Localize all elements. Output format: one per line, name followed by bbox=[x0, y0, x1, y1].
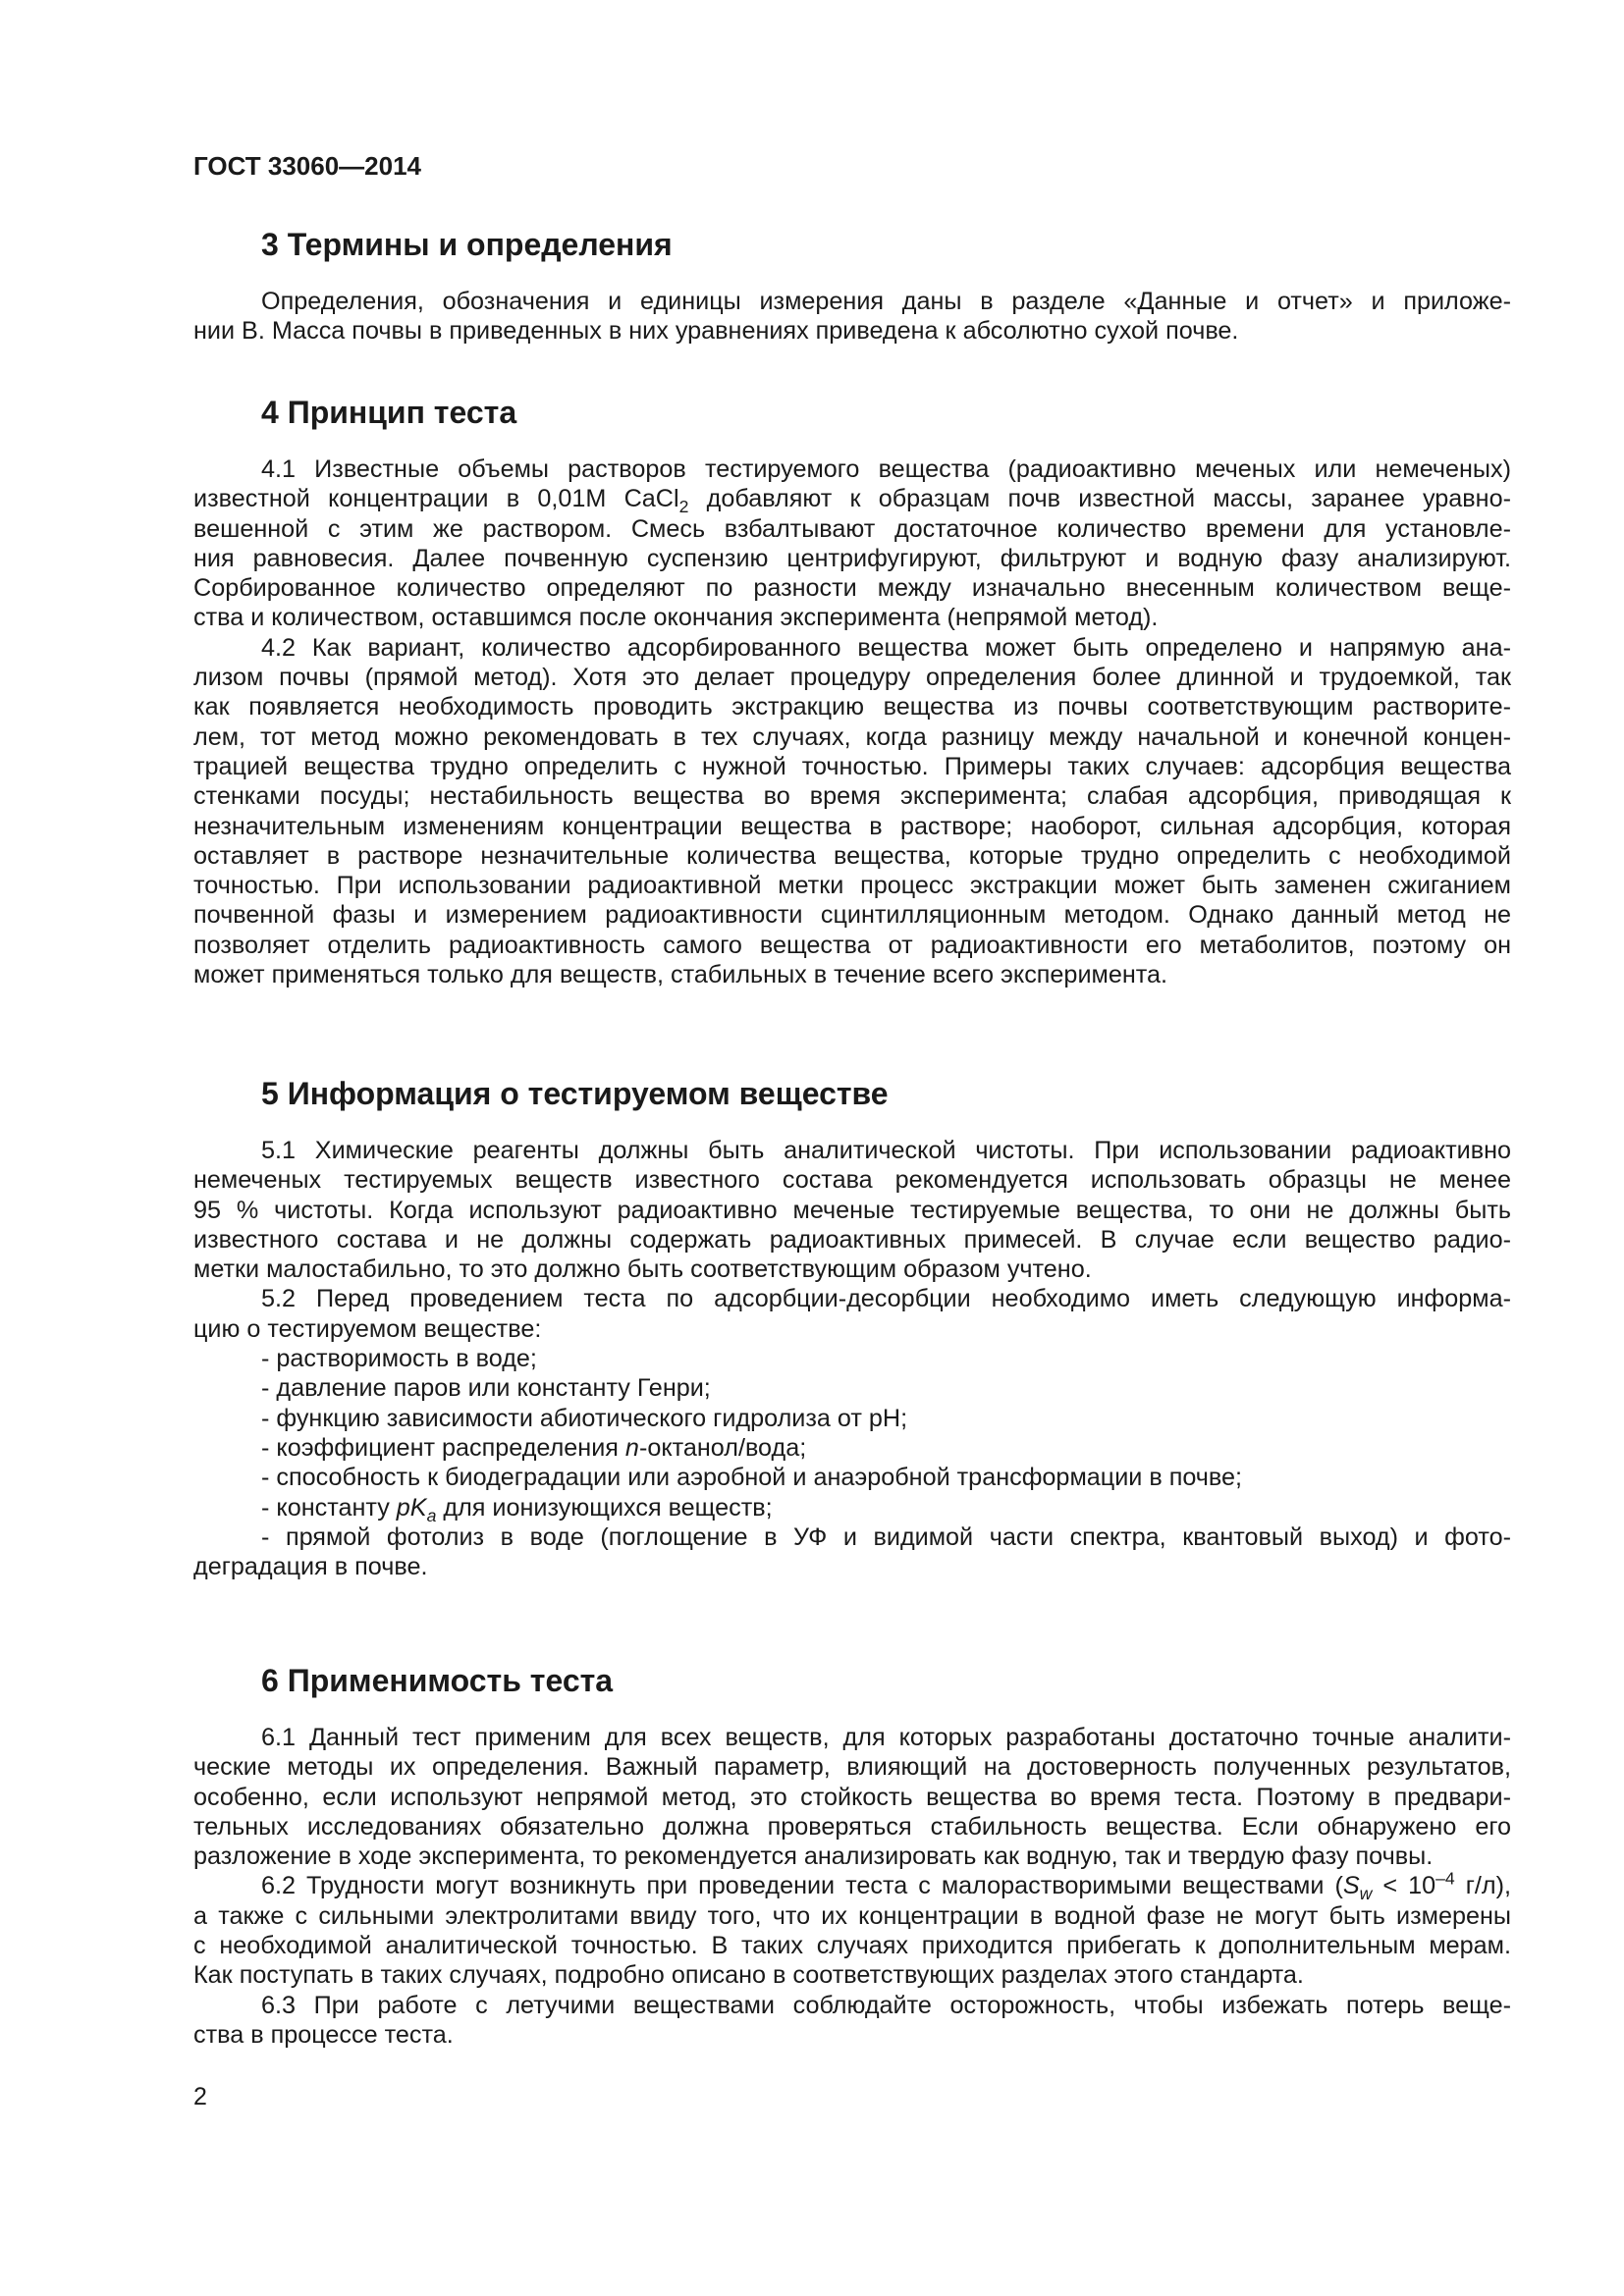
text-line: 5.1 Химические реагенты должны быть аналитической чистоты. При использовании радиоактивно bbox=[261, 1137, 1511, 1164]
text-line: цию о тестируемом веществе: bbox=[193, 1314, 542, 1343]
list-item bbox=[193, 1433, 1511, 1463]
list-item: - функцию зависимости абиотического гидролиза от pH; bbox=[261, 1404, 908, 1432]
page-number: 2 bbox=[193, 2083, 207, 2110]
superscript: –4 bbox=[1435, 1868, 1455, 1889]
text-run: для ионизующихся веществ; bbox=[436, 1493, 773, 1522]
text-line: разложение в ходе эксперимента, то рекомендуется анализировать как водную, так и твердую фазу почвы. bbox=[193, 1842, 1434, 1871]
text-run: известной концентрации в 0,01M CaCl bbox=[193, 485, 679, 513]
subscript: 2 bbox=[678, 497, 689, 517]
text-line: немеченых тестируемых веществ известного состава рекомендуется использовать образцы не менее bbox=[193, 1166, 1511, 1195]
text-line: ства в процессе теста. bbox=[193, 2020, 454, 2049]
text-line: 6.3 При работе с летучими веществами соблюдайте осторожность, чтобы избежать потерь веще- bbox=[261, 1991, 1511, 2019]
section-5-body bbox=[193, 1136, 1511, 1581]
text-line: ния равновесия. Далее почвенную суспензию центрифугируют, фильтруют и водную фазу анализируют. bbox=[193, 544, 1511, 572]
italic-symbol: pK bbox=[396, 1493, 427, 1522]
text-line: ческие методы их определения. Важный параметр, влияющий на достоверность полученных результатов, bbox=[193, 1753, 1511, 1782]
text-line: стенками посуды; нестабильность вещества во время эксперимента; слабая адсорбция, приводящая к bbox=[193, 782, 1511, 811]
text-line: особенно, если используют непрямой метод, это стойкость вещества во время теста. Поэтому в предвари- bbox=[193, 1783, 1511, 1811]
list-item: - способность к биодеградации или аэробной и анаэробной трансформации в почве; bbox=[261, 1464, 1243, 1492]
text-line: лем, тот метод можно рекомендовать в тех случаях, когда разницу между начальной и конечной концен- bbox=[193, 722, 1511, 751]
text-line: метки малостабильно, то это должно быть соответствующим образом учтено. bbox=[193, 1255, 1092, 1284]
text-line: почвенной фазы и измерением радиоактивности сцинтилляционным методом. Однако данный метод не bbox=[193, 901, 1511, 930]
list-item: - давление паров или константу Генри; bbox=[261, 1374, 711, 1403]
text-line: деградация в почве. bbox=[193, 1553, 428, 1581]
text-line: вешенной с этим же раствором. Смесь взбалтывают достаточное количество времени для установле- bbox=[193, 514, 1511, 543]
text-line: Сорбированное количество определяют по разности между изначально внесенным количеством веще- bbox=[193, 574, 1511, 603]
section-6-body bbox=[193, 1723, 1511, 2050]
text-line: тельных исследованиях обязательно должна проверяться стабильность вещества. Если обнаружено его bbox=[193, 1812, 1511, 1841]
text-line: 4.1 Известные объемы растворов тестируемого вещества (радиоактивно меченых или немеченых) bbox=[261, 455, 1511, 483]
text-line: ства и количеством, оставшимся после окончания эксперимента (непрямой метод). bbox=[193, 604, 1159, 632]
section-3-paragraph bbox=[193, 287, 1511, 347]
text-line: лизом почвы (прямой метод). Хотя это делает процедуру определения более длинной и трудоемкой, так bbox=[193, 664, 1511, 692]
list-item bbox=[193, 1493, 1511, 1525]
text-run: г/л), bbox=[1454, 1872, 1511, 1900]
text-line: 5.2 Перед проведением теста по адсорбции-десорбции необходимо иметь следующую информа- bbox=[261, 1285, 1511, 1313]
section-6-heading: 6 Применимость теста bbox=[261, 1663, 614, 1698]
section-3-heading: 3 Термины и определения bbox=[261, 227, 673, 262]
text-line: может применяться только для веществ, стабильных в течение всего эксперимента. bbox=[193, 961, 1168, 989]
document-code: ГОСТ 33060—2014 bbox=[193, 151, 421, 181]
list-item: - прямой фотолиз в воде (поглощение в УФ и видимой части спектра, квантовый выход) и фото- bbox=[261, 1522, 1511, 1551]
text-line: точностью. При использовании радиоактивной метки процесс экстракции может быть заменен сжиганием bbox=[193, 872, 1511, 900]
text-run: 6.2 Трудности могут возникнуть при проведении теста с малорастворимыми веществами ( bbox=[261, 1872, 1343, 1900]
text-line: 4.2 Как вариант, количество адсорбированного вещества может быть определено и напрямую ана- bbox=[261, 633, 1511, 662]
italic-symbol: S bbox=[1342, 1872, 1360, 1900]
text-line: незначительным изменениям концентрации вещества в растворе; наоборот, сильная адсорбция, которая bbox=[193, 812, 1511, 840]
section-4-body bbox=[193, 454, 1511, 989]
text-line: Определения, обозначения и единицы измерения даны в разделе «Данные и отчет» и приложе- bbox=[261, 288, 1511, 315]
subscript: w bbox=[1359, 1884, 1373, 1904]
text-line bbox=[193, 484, 1511, 517]
subscript: a bbox=[426, 1505, 437, 1525]
text-line: трацией вещества трудно определить с нужной точностью. Примеры таких случаев: адсорбция вещества bbox=[193, 752, 1511, 780]
text-run: добавляют к образцам почв известной массы, заранее уравно- bbox=[688, 485, 1511, 513]
text-line: как появляется необходимость проводить экстракцию вещества из почвы соответствующим растворите- bbox=[193, 693, 1511, 721]
text-line bbox=[193, 1868, 1511, 1904]
text-line: Как поступать в таких случаях, подробно описано в соответствующих разделах этого стандарта. bbox=[193, 1961, 1304, 1990]
text-line: оставляет в растворе незначительные количества вещества, которые трудно определить с необходимой bbox=[193, 841, 1511, 870]
italic-symbol: n bbox=[624, 1433, 639, 1462]
text-line: позволяет отделить радиоактивность самого вещества от радиоактивности его метаболитов, поэтому он bbox=[193, 931, 1511, 959]
text-run: - коэффициент распределения bbox=[261, 1433, 625, 1462]
text-line: известного состава и не должны содержать радиоактивных примесей. В случае если вещество радио- bbox=[193, 1225, 1511, 1254]
text-line: с необходимой аналитической точностью. В таких случаях приходится прибегать к дополнительным мерам. bbox=[193, 1932, 1511, 1960]
list-item: - растворимость в воде; bbox=[261, 1345, 537, 1373]
text-run: -октанол/вода; bbox=[638, 1433, 807, 1462]
section-4-heading: 4 Принцип теста bbox=[261, 395, 517, 430]
text-line: нии В. Масса почвы в приведенных в них уравнениях приведена к абсолютно сухой почве. bbox=[193, 317, 1239, 346]
text-run: - константу bbox=[261, 1493, 397, 1522]
section-5-heading: 5 Информация о тестируемом веществе bbox=[261, 1076, 889, 1111]
text-line: 6.1 Данный тест применим для всех веществ, для которых разработаны достаточно точные аналити- bbox=[261, 1724, 1511, 1751]
text-line: а также с сильными электролитами ввиду того, что их концентрации в водной фазе не могут быть измерены bbox=[193, 1901, 1511, 1930]
text-run: < 10 bbox=[1372, 1872, 1436, 1900]
text-line: 95 % чистоты. Когда используют радиоактивно меченые тестируемые вещества, то они не должны быть bbox=[193, 1196, 1511, 1224]
